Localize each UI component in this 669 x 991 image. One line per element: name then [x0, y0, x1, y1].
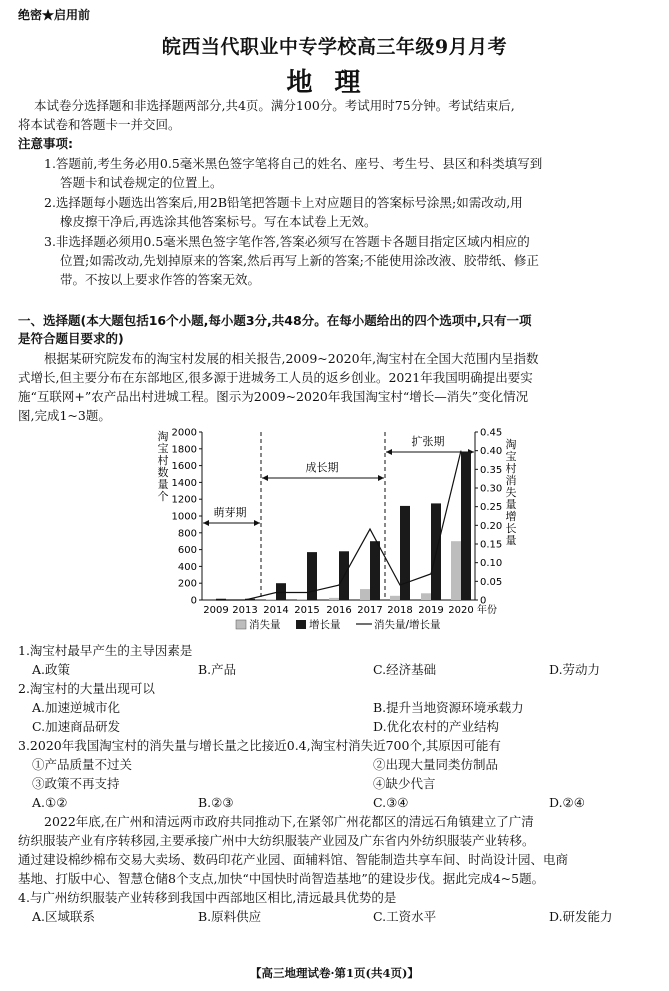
right-axis-label-char: 村 [505, 462, 517, 475]
secret-label: 绝密★启用前 [18, 8, 91, 22]
left-axis-label-char: 宝 [157, 442, 169, 455]
left-tick-label: 1200 [171, 494, 197, 506]
legend-swatch-vanish [236, 620, 246, 629]
q2-option-a[interactable]: A.加速逆城市化 [32, 700, 121, 715]
note-2a: 2.选择题每小题选出答案后,用2B铅笔把答题卡上对应题目的答案标号涂黑;如需改动,用 [44, 195, 523, 210]
intro-line-2: 将本试卷和答题卡一并交回。 [18, 117, 181, 132]
exam-title: 皖西当代职业中专学校高三年级9月月考 [161, 36, 508, 58]
right-axis-label-char: 消 [505, 474, 517, 487]
q4-option-a[interactable]: A.区域联系 [32, 909, 96, 924]
bar-growth [276, 583, 286, 600]
note-3a: 3.非选择题必须用0.5毫米黑色签字笔作答,答案必须写在答题卡各题目指定区域内相应的 [44, 234, 530, 249]
right-axis-label-char: 量 [505, 498, 517, 511]
right-tick-label: 0 [480, 595, 487, 607]
left-axis-label-char: 数 [157, 466, 169, 479]
x-tick-label: 2013 [232, 605, 258, 616]
legend-swatch-growth [296, 620, 306, 629]
right-tick-label: 0.30 [480, 483, 503, 495]
bar-vanish [360, 589, 370, 600]
notes-title: 注意事项: [18, 136, 73, 151]
ratio-line [213, 451, 461, 600]
q3-item-1: ①产品质量不过关 [32, 757, 133, 772]
right-tick-label: 0.40 [480, 446, 503, 458]
note-2b: 橡皮擦干净后,再选涂其他答案标号。写在本试卷上无效。 [60, 214, 377, 229]
left-tick-label: 1400 [171, 477, 197, 489]
right-tick-label: 0.20 [480, 520, 503, 532]
left-tick-label: 1800 [171, 444, 197, 456]
x-tick-label: 2017 [357, 605, 383, 616]
q1-option-a[interactable]: A.政策 [32, 662, 71, 677]
q2-stem: 2.淘宝村的大量出现可以 [18, 681, 155, 696]
left-tick-label: 0 [190, 595, 197, 607]
passage2-line-4: 基地、打版中心、智慧仓储8个支点,加快“中国快时尚智造基地”的建设步伐。据此完成4~5题。 [18, 871, 545, 886]
q4-stem: 4.与广州纺织服装产业转移到我国中西部地区相比,清远最具优势的是 [18, 890, 397, 905]
passage2-line-2: 纺织服装产业有序转移园,主要承接广州中大纺织服装产业园及广东省内外纺织服装产业转移。 [18, 833, 535, 848]
section-heading-2: 是符合题目要求的) [18, 331, 124, 346]
phase-label-expand: 扩张期 [411, 435, 445, 448]
x-tick-label: 2015 [294, 605, 320, 616]
passage1-line-4: 图,完成1~3题。 [18, 408, 111, 423]
phase-arrow-growth-head-left [262, 475, 268, 481]
right-axis-label-char: 量 [505, 534, 517, 547]
left-axis-label-char: 量 [157, 478, 169, 491]
left-axis-label-char: 淘 [157, 430, 169, 443]
intro-line-1: 本试卷分选择题和非选择题两部分,共4页。满分100分。考试用时75分钟。考试结束后, [34, 98, 515, 113]
bar-growth [307, 552, 317, 600]
bar-growth [370, 541, 380, 600]
x-tick-label: 2016 [326, 605, 352, 616]
note-3c: 带。不按以上要求作答的答案无效。 [60, 272, 261, 287]
bar-growth [400, 506, 410, 600]
right-axis-label-char: 增 [505, 510, 517, 523]
q3-option-b[interactable]: B.②③ [198, 795, 234, 810]
right-tick-label: 0.15 [480, 539, 503, 551]
taobao-village-chart [0, 420, 669, 642]
left-tick-label: 600 [177, 545, 197, 557]
right-axis-label-char: 长 [505, 522, 517, 535]
q4-option-c[interactable]: C.工资水平 [373, 909, 437, 924]
q4-option-d[interactable]: D.研发能力 [549, 909, 613, 924]
q2-option-b[interactable]: B.提升当地资源环境承载力 [373, 700, 524, 715]
x-tick-label: 2018 [387, 605, 413, 616]
q1-stem: 1.淘宝村最早产生的主导因素是 [18, 643, 193, 658]
bar-vanish [421, 593, 431, 600]
right-axis-label-char: 淘 [505, 438, 517, 451]
legend-label-vanish: 消失量 [249, 619, 281, 631]
phase-arrow-growth-head-right [378, 475, 384, 481]
x-tick-label: 2020 [448, 605, 474, 616]
q1-option-c[interactable]: C.经济基础 [373, 662, 437, 677]
right-tick-label: 0.45 [480, 427, 503, 439]
right-axis-label-char: 宝 [505, 450, 517, 463]
q3-option-a[interactable]: A.①② [32, 795, 68, 810]
q3-option-d[interactable]: D.②④ [549, 795, 585, 810]
q1-option-b[interactable]: B.产品 [198, 662, 237, 677]
phase-label-growth: 成长期 [305, 461, 339, 474]
page-footer: 【高三地理试卷·第1页(共4页)】 [250, 966, 419, 980]
right-tick-label: 0.35 [480, 464, 503, 476]
passage2-line-1: 2022年底,在广州和清远两市政府共同推动下,在紧邻广州花都区的清远石角镇建立了广清 [44, 814, 534, 829]
phase-arrow-sprout-head-left [203, 520, 209, 526]
right-tick-label: 0.25 [480, 502, 503, 514]
right-tick-label: 0.10 [480, 558, 503, 570]
q2-option-c[interactable]: C.加速商品研发 [32, 719, 121, 734]
left-axis-label-char: 村 [157, 454, 169, 467]
bar-vanish [329, 598, 339, 600]
phase-arrow-expand-head-left [386, 449, 392, 455]
left-tick-label: 1000 [171, 511, 197, 523]
legend-label-growth: 增长量 [309, 619, 341, 631]
legend-label-ratio: 消失量/增长量 [374, 619, 441, 631]
bar-vanish [297, 599, 307, 600]
left-tick-label: 1600 [171, 461, 197, 473]
left-tick-label: 800 [177, 528, 197, 540]
x-tick-label: 2014 [263, 605, 289, 616]
bar-vanish [451, 541, 461, 600]
note-1b: 答题卡和试卷规定的位置上。 [60, 175, 223, 190]
passage1-line-1: 根据某研究院发布的淘宝村发展的相关报告,2009~2020年,淘宝村在全国大范围内呈指数 [44, 351, 539, 366]
phase-arrow-sprout-head-right [254, 520, 260, 526]
q3-stem: 3.2020年我国淘宝村的消失量与增长量之比接近0.4,淘宝村消失近700个,其原因可能有 [18, 738, 501, 753]
x-tick-label: 2019 [418, 605, 444, 616]
right-tick-label: 0.05 [480, 576, 503, 588]
note-3b: 位置;如需改动,先划掉原来的答案,然后再写上新的答案;不能使用涂改液、胶带纸、修正 [60, 253, 539, 268]
q1-option-d[interactable]: D.劳动力 [549, 662, 601, 677]
x-unit-label: 年份 [477, 605, 497, 616]
section-heading-1: 一、选择题(本大题包括16个小题,每小题3分,共48分。在每小题给出的四个选项中,只有一项 [18, 313, 532, 328]
passage1-line-2: 式增长,但主要分布在东部地区,很多源于进城务工人员的返乡创业。2021年我国明确提出要实 [18, 370, 533, 385]
q4-option-b[interactable]: B.原料供应 [198, 909, 262, 924]
left-tick-label: 200 [177, 578, 197, 590]
passage1-line-3: 施“互联网+”农产品出村进城工程。图示为2009~2020年我国淘宝村“增长—消失”变化情况 [18, 389, 529, 404]
passage2-line-3: 通过建设棉纱棉布交易大卖场、数码印花产业园、面辅料馆、智能制造共享车间、时尚设计园、电商 [18, 852, 569, 867]
left-axis-label-char: 个 [157, 490, 169, 503]
left-tick-label: 400 [177, 561, 197, 573]
q3-item-3: ③政策不再支持 [32, 776, 120, 791]
subject-title: 地理 [286, 68, 383, 98]
q3-option-c[interactable]: C.③④ [373, 795, 409, 810]
bar-growth [461, 452, 471, 600]
phase-label-sprout: 萌芽期 [213, 506, 247, 519]
left-tick-label: 2000 [171, 427, 197, 439]
right-axis-label-char: 失 [505, 486, 517, 499]
x-tick-label: 2009 [203, 605, 229, 616]
note-1a: 1.答题前,考生务必用0.5毫米黑色签字笔将自己的姓名、座号、考生号、县区和科类填写到 [44, 156, 543, 171]
q3-item-2: ②出现大量同类仿制品 [373, 757, 499, 772]
q3-item-4: ④缺少代言 [373, 776, 436, 791]
q2-option-d[interactable]: D.优化农村的产业结构 [373, 719, 500, 734]
bar-vanish [390, 596, 400, 600]
